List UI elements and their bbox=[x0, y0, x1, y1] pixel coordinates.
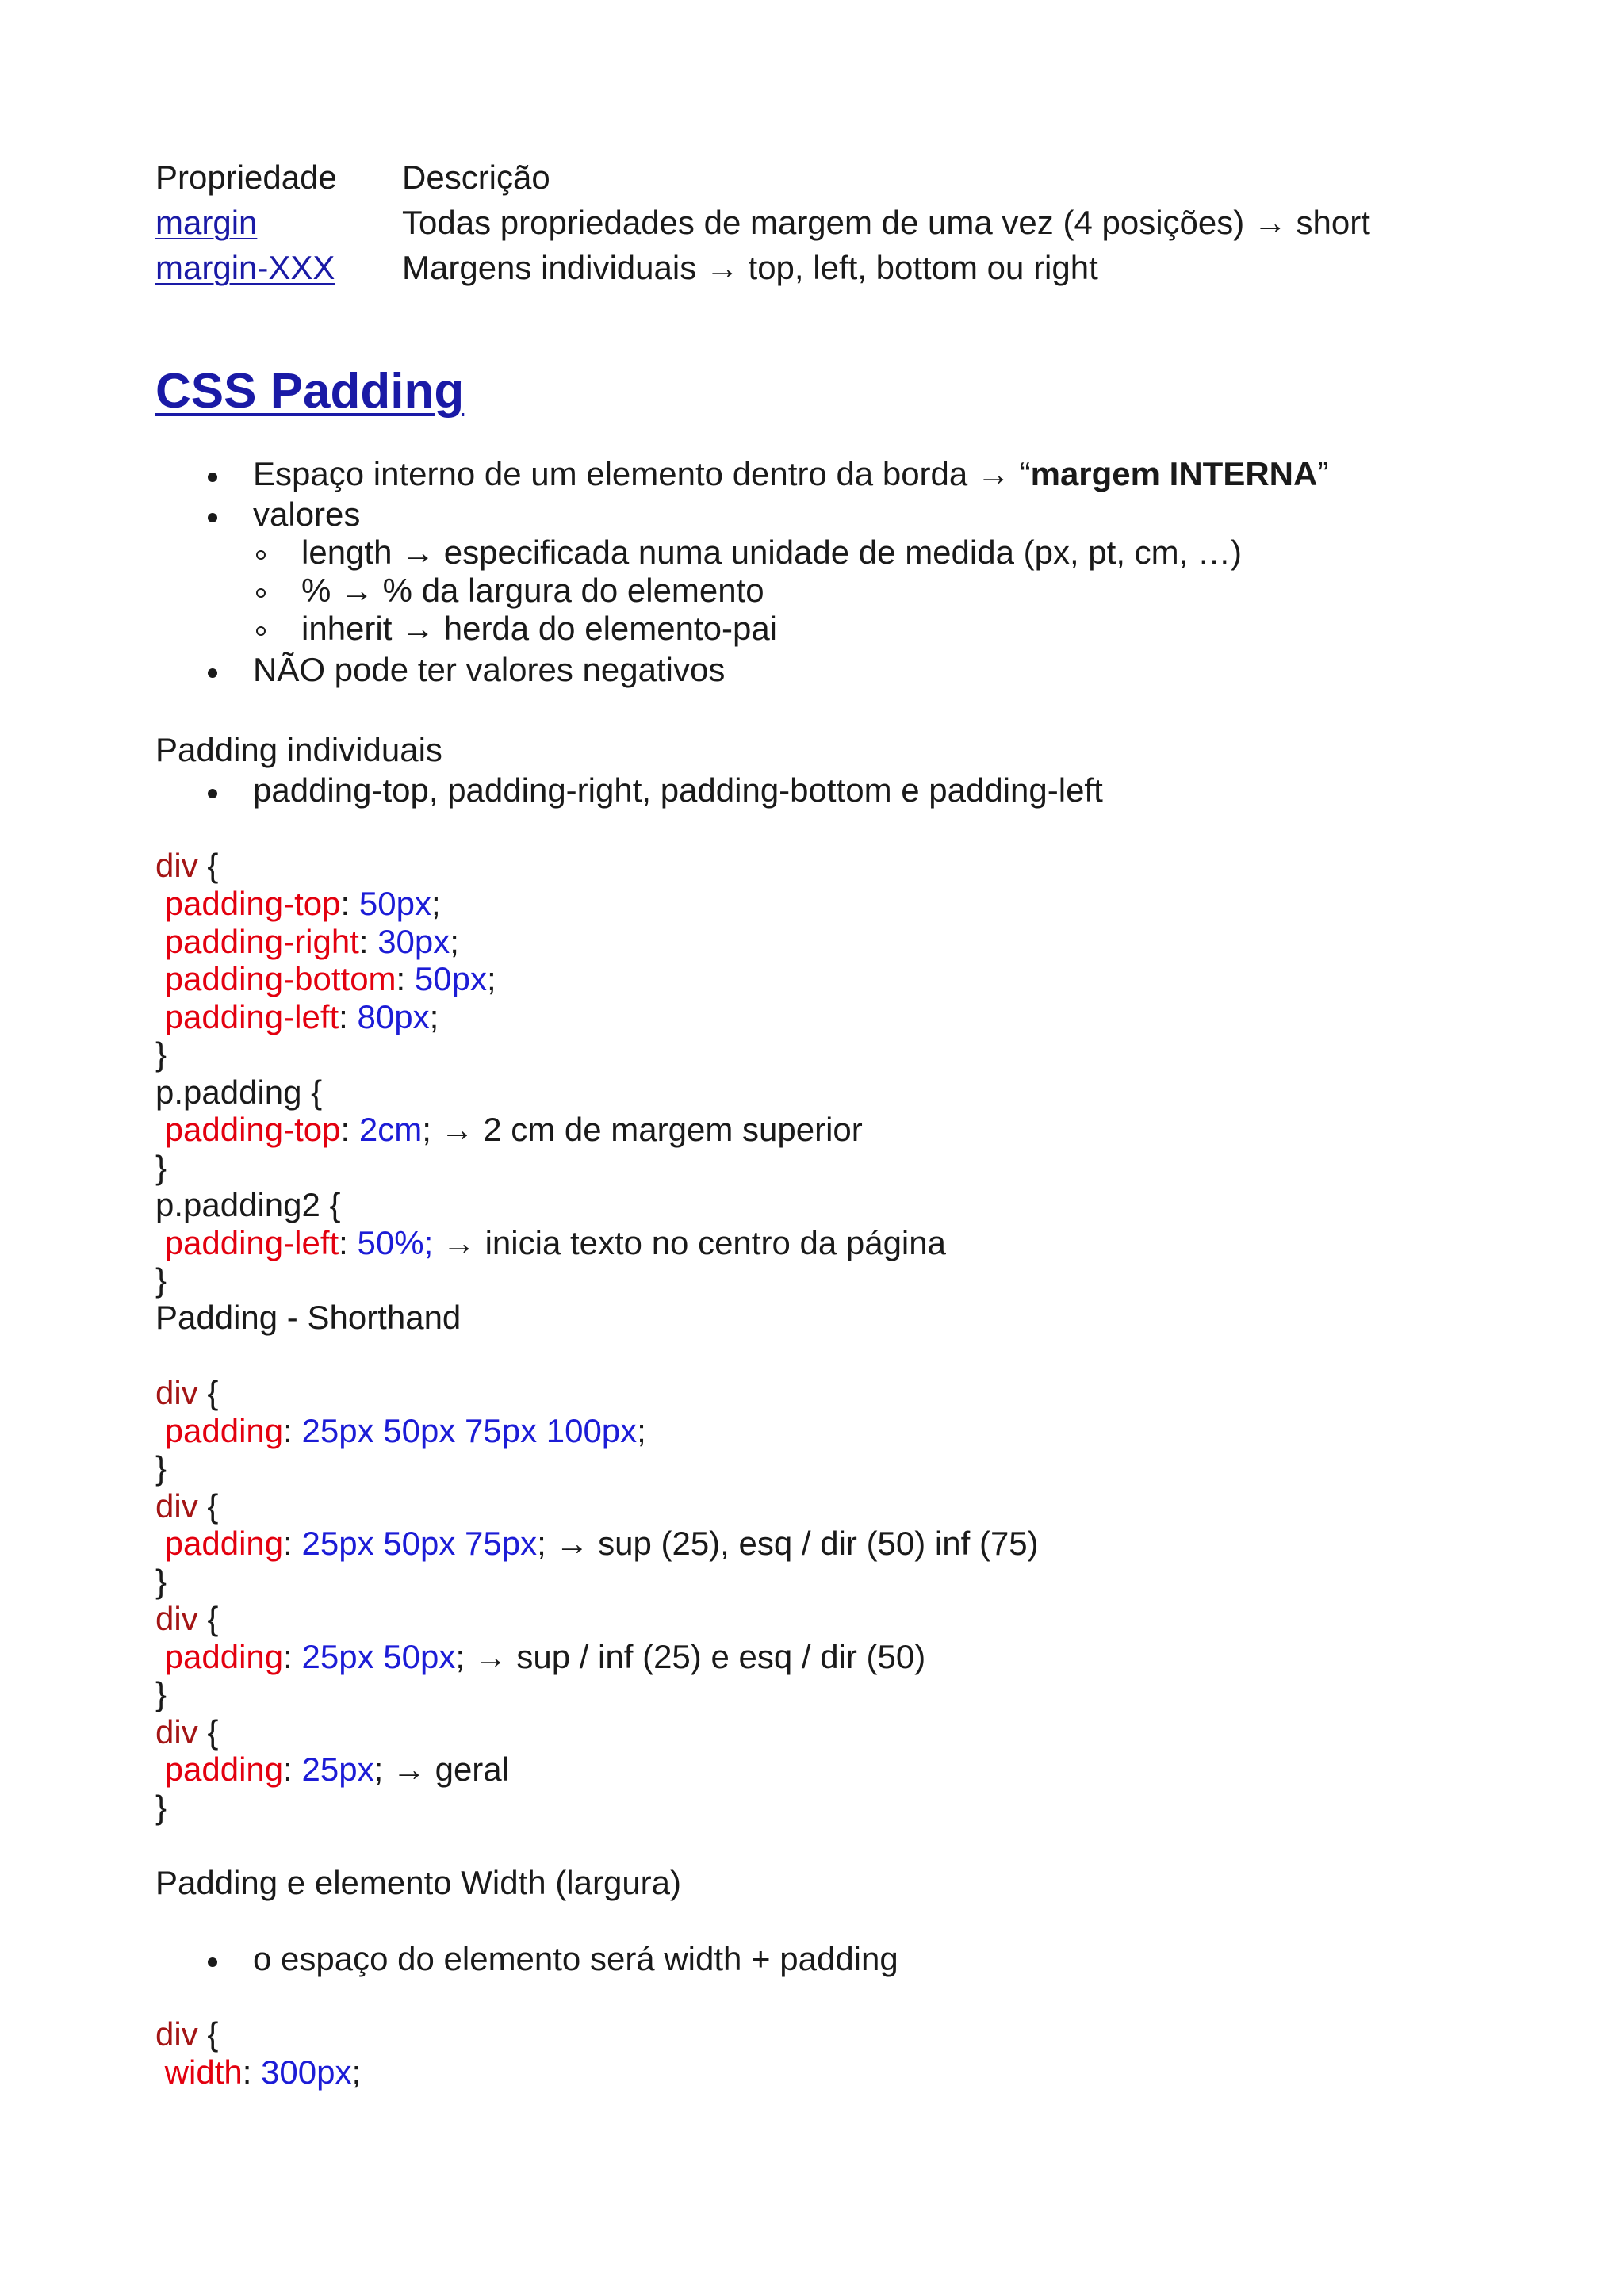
code-value: 25px bbox=[301, 1751, 374, 1788]
code-value: 80px bbox=[357, 998, 430, 1035]
code-selector: div bbox=[155, 1374, 198, 1411]
section-heading-link[interactable]: CSS Padding bbox=[155, 364, 465, 419]
code-comment: ; → sup (25), esq / dir (50) inf (75) bbox=[537, 1525, 1039, 1562]
sub-list-item: % → % da largura do elemento bbox=[301, 572, 764, 609]
code-selector: div bbox=[155, 847, 198, 884]
code-value: 25px 50px 75px 100px bbox=[301, 1412, 638, 1449]
code-property: padding-bottom bbox=[164, 960, 396, 997]
code-comment: ; → geral bbox=[373, 1751, 509, 1788]
list-item bbox=[253, 455, 1328, 493]
sub-bullet-circle bbox=[256, 550, 266, 560]
code-property: padding-top bbox=[164, 885, 341, 922]
sub-bullet-circle bbox=[256, 626, 266, 636]
bullet-dot bbox=[208, 473, 217, 482]
code-property: padding bbox=[164, 1412, 284, 1449]
code-brace: { bbox=[197, 847, 219, 884]
code-brace: } bbox=[155, 1261, 167, 1299]
document-page: Propriedade Descrição margin Todas propriedades de margem de uma vez (4 posições) → short margin-XXX Margens individuais → top, left, bottom ou right CSS Padding Espaço interno de um elemento dentro da borda → “margem INTERNA” valores length → especificada numa unidade de medida (px, pt, cm, …) % → % da largura do elemento inherit → herda do elemento-pai NÃO pode ter valores negativos Padding individuais padding-top, padding-right, padding-bottom e padding-left div { padding-top: 50px; padding-right: 30px; padding-bottom: 50px; padding-left: 80px; } p.padding { padding-top: 2cm; → 2 cm de margem superior } p.padding2 { padding-left: 50%; → inicia texto no centro da página } Padding - Shorthand div { padding: 25px 50px 75px 100px; } div { padding: 25px 50px 75px; → sup (25), esq / dir (50) inf (75) } div { padding: 25px 50px; → sup / inf (25) e esq / dir (50) } div { padding: 25px; → geral } Padding e elemento Width (largura) o espaço do elemento será width + padding div { width: 300px; bbox=[155, 159, 1503, 277]
code-property: padding-top bbox=[164, 1111, 341, 1148]
code-brace: } bbox=[155, 1035, 167, 1073]
code-selector: div bbox=[155, 1487, 198, 1525]
margin-link[interactable]: margin bbox=[155, 204, 258, 241]
sub-list-item: length → especificada numa unidade de medida (px, pt, cm, …) bbox=[301, 534, 1242, 571]
bullet-dot bbox=[208, 789, 217, 798]
list-item: valores bbox=[253, 496, 361, 533]
code-property: padding bbox=[164, 1751, 284, 1788]
code-comment: ; → 2 cm de margem superior bbox=[422, 1111, 863, 1148]
list-item: NÃO pode ter valores negativos bbox=[253, 651, 726, 688]
property-table bbox=[155, 159, 1503, 286]
sub-bullet-circle bbox=[256, 588, 266, 598]
bullet-dot bbox=[208, 1957, 217, 1967]
list-item-text-end: ” bbox=[1317, 455, 1329, 492]
code-value: 50%; bbox=[357, 1224, 434, 1261]
bullet-dot bbox=[208, 513, 217, 522]
code-property: padding bbox=[164, 1638, 284, 1675]
table-cell-description: Todas propriedades de margem de uma vez (4 posições) → short bbox=[402, 204, 1370, 241]
subheading-shorthand: Padding - Shorthand bbox=[155, 1299, 462, 1336]
subheading-individual: Padding individuais bbox=[155, 731, 442, 768]
code-selector: div bbox=[155, 2015, 198, 2053]
code-value: 25px 50px bbox=[301, 1638, 456, 1675]
sub-list-item: inherit → herda do elemento-pai bbox=[301, 610, 778, 647]
list-item: padding-top, padding-right, padding-bottom e padding-left bbox=[253, 771, 1103, 809]
code-value: 50px bbox=[414, 960, 487, 997]
code-value: 25px 50px 75px bbox=[301, 1525, 538, 1562]
code-property: padding bbox=[164, 1525, 284, 1562]
code-brace: } bbox=[155, 1149, 167, 1186]
bold-text: margem INTERNA bbox=[1030, 455, 1318, 492]
code-comment: ; → sup / inf (25) e esq / dir (50) bbox=[455, 1638, 926, 1675]
code-property: width bbox=[164, 2053, 243, 2091]
code-value: 30px bbox=[377, 923, 450, 960]
code-property: padding-left bbox=[164, 1224, 339, 1261]
code-value: 2cm bbox=[358, 1111, 423, 1148]
code-value: 50px bbox=[358, 885, 431, 922]
code-selector: p.padding2 { bbox=[155, 1186, 341, 1223]
code-selector: div bbox=[155, 1600, 198, 1637]
margin-xxx-link[interactable]: margin-XXX bbox=[155, 249, 335, 286]
table-header-property: Propriedade bbox=[155, 159, 337, 196]
list-item-text: Espaço interno de um elemento dentro da borda → “ bbox=[253, 455, 1031, 492]
code-value: 300px bbox=[261, 2053, 352, 2091]
list-item: o espaço do elemento será width + padding bbox=[253, 1940, 898, 1977]
bullet-dot bbox=[208, 668, 217, 678]
code-property: padding-left bbox=[164, 998, 339, 1035]
table-cell-description: Margens individuais → top, left, bottom ou right bbox=[402, 249, 1098, 286]
code-selector: div bbox=[155, 1713, 198, 1751]
code-property: padding-right bbox=[164, 923, 359, 960]
code-selector: p.padding { bbox=[155, 1073, 323, 1111]
code-comment: → inicia texto no centro da página bbox=[433, 1224, 946, 1261]
table-header-description: Descrição bbox=[402, 159, 550, 196]
subheading-width: Padding e elemento Width (largura) bbox=[155, 1864, 682, 1901]
